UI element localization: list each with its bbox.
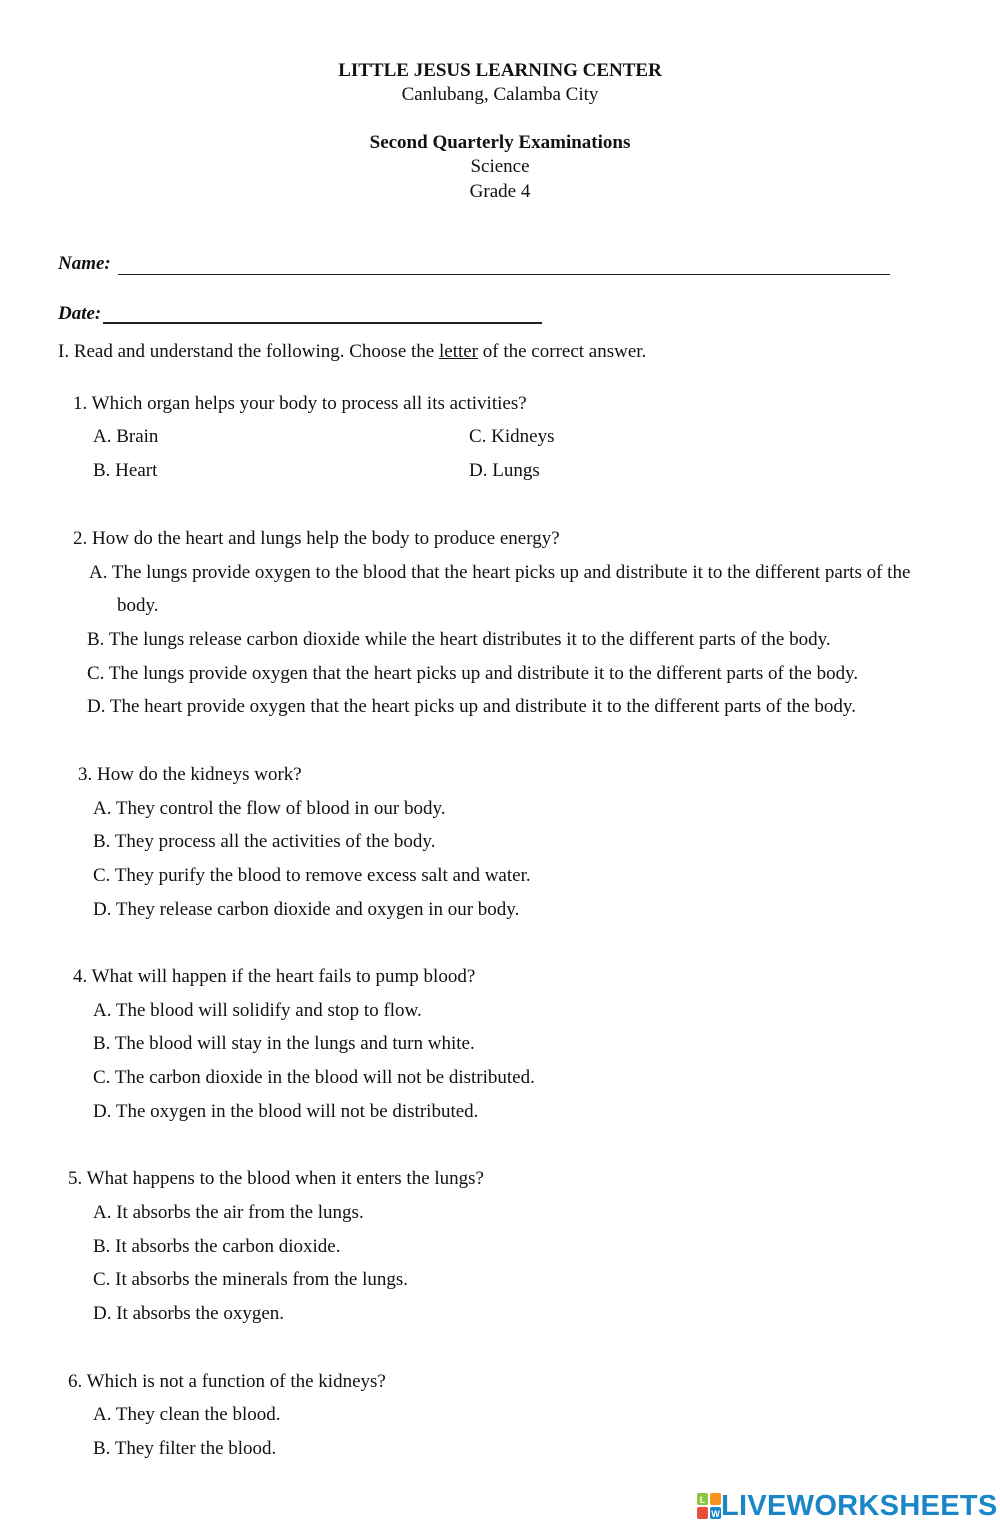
choice-3b[interactable]: B. They process all the activities of the body. xyxy=(93,831,436,852)
question-text: What happens to the blood when it enters the lungs? xyxy=(86,1168,484,1189)
school-location: Canlubang, Calamba City xyxy=(401,84,599,105)
liveworksheets-logo-icon xyxy=(697,1493,721,1519)
choice-6a[interactable]: A. They clean the blood. xyxy=(93,1404,281,1425)
choice-5a[interactable]: A. It absorbs the air from the lungs. xyxy=(93,1202,364,1223)
choice-2a-cont[interactable]: body. xyxy=(117,595,159,616)
question-number: 2. xyxy=(73,528,88,549)
question-1 xyxy=(73,393,527,415)
choice-3c[interactable]: C. They purify the blood to remove excess salt and water. xyxy=(93,865,531,886)
question-5 xyxy=(68,1168,484,1190)
exam-subject: Science xyxy=(470,156,530,177)
choice-5c[interactable]: C. It absorbs the minerals from the lungs. xyxy=(93,1269,409,1290)
choice-2b[interactable]: B. The lungs release carbon dioxide while the heart distributes it to the different parts of the body. xyxy=(87,629,831,650)
name-label: Name: xyxy=(58,253,111,274)
question-text: How do the kidneys work? xyxy=(97,764,302,785)
question-number: 5. xyxy=(68,1168,83,1189)
choice-3a[interactable]: A. They control the flow of blood in our body. xyxy=(93,798,446,819)
choice-1a[interactable]: A. Brain xyxy=(93,426,159,447)
question-text: What will happen if the heart fails to pump blood? xyxy=(91,966,476,987)
choice-4b[interactable]: B. The blood will stay in the lungs and turn white. xyxy=(93,1033,475,1054)
question-3 xyxy=(78,764,302,786)
date-input-line[interactable] xyxy=(103,322,542,324)
question-number: 4. xyxy=(73,966,88,987)
choice-2a[interactable]: A. The lungs provide oxygen to the blood that the heart picks up and distribute it to the different parts of the xyxy=(89,562,911,583)
choice-1b[interactable]: B. Heart xyxy=(93,460,158,481)
instructions-prefix: I. Read and understand the following. Choose the xyxy=(58,341,439,362)
question-4 xyxy=(73,966,475,988)
question-6 xyxy=(68,1371,386,1393)
choice-3d[interactable]: D. They release carbon dioxide and oxygen in our body. xyxy=(93,899,520,920)
liveworksheets-brand[interactable] xyxy=(697,1488,998,1524)
instructions xyxy=(58,341,646,363)
school-name: LITTLE JESUS LEARNING CENTER xyxy=(338,60,662,81)
question-text: How do the heart and lungs help the body to produce energy? xyxy=(92,528,560,549)
choice-2c[interactable]: C. The lungs provide oxygen that the heart picks up and distribute it to the different parts of the body. xyxy=(87,663,859,684)
choice-5b[interactable]: B. It absorbs the carbon dioxide. xyxy=(93,1236,341,1257)
choice-1d[interactable]: D. Lungs xyxy=(469,460,540,481)
question-number: 6. xyxy=(68,1371,83,1392)
choice-4c[interactable]: C. The carbon dioxide in the blood will not be distributed. xyxy=(93,1067,535,1088)
liveworksheets-text: LIVEWORKSHEETS xyxy=(721,1489,998,1522)
choice-4a[interactable]: A. The blood will solidify and stop to flow. xyxy=(93,1000,422,1021)
choice-5d[interactable]: D. It absorbs the oxygen. xyxy=(93,1303,285,1324)
question-2 xyxy=(73,528,560,550)
name-input-line[interactable] xyxy=(118,274,890,275)
question-text: Which is not a function of the kidneys? xyxy=(86,1371,386,1392)
question-number: 3. xyxy=(78,764,93,785)
date-label: Date: xyxy=(58,303,102,324)
exam-title: Second Quarterly Examinations xyxy=(369,132,631,153)
svg-text:W: W xyxy=(711,1509,720,1519)
question-number: 1. xyxy=(73,393,88,414)
question-text: Which organ helps your body to process all its activities? xyxy=(91,393,527,414)
choice-6b[interactable]: B. They filter the blood. xyxy=(93,1438,277,1459)
choice-2d[interactable]: D. The heart provide oxygen that the heart picks up and distribute it to the different parts of the body. xyxy=(87,696,856,717)
choice-1c[interactable]: C. Kidneys xyxy=(469,426,555,447)
instructions-suffix: of the correct answer. xyxy=(478,341,647,362)
exam-grade: Grade 4 xyxy=(469,181,531,202)
choice-4d[interactable]: D. The oxygen in the blood will not be distributed. xyxy=(93,1101,479,1122)
instructions-underlined: letter xyxy=(438,341,479,362)
svg-text:L: L xyxy=(699,1495,706,1505)
